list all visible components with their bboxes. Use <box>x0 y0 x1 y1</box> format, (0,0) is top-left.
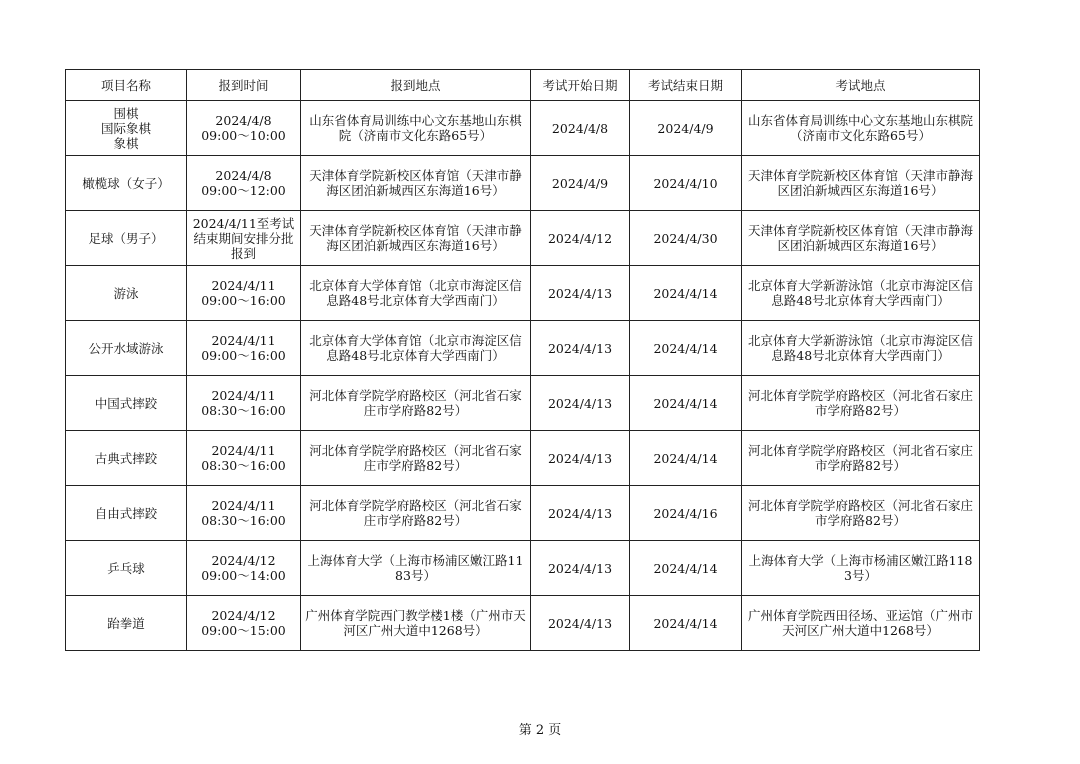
cell-project <box>66 541 187 596</box>
cell-start-date: 2024/4/8 <box>531 101 630 156</box>
cell-report-place: 天津体育学院新校区体育馆（天津市静海区团泊新城西区东海道16号） <box>301 211 531 266</box>
table-row <box>66 156 980 211</box>
cell-report-place: 河北体育学院学府路校区（河北省石家庄市学府路82号） <box>301 431 531 486</box>
header-report-time: 报到时间 <box>187 70 301 101</box>
cell-start-date: 2024/4/13 <box>531 376 630 431</box>
report-time-line: 2024/4/11至考试结束期间安排分批报到 <box>192 215 295 261</box>
cell-report-time <box>187 266 301 321</box>
header-project: 项目名称 <box>66 70 187 101</box>
cell-report-time <box>187 211 301 266</box>
project-line: 古典式摔跤 <box>94 450 158 466</box>
cell-exam-place: 山东省体育局训练中心文东基地山东棋院（济南市文化东路65号） <box>742 101 980 156</box>
cell-start-date: 2024/4/13 <box>531 486 630 541</box>
cell-end-date: 2024/4/14 <box>630 431 742 486</box>
cell-report-time <box>187 541 301 596</box>
project-line: 自由式摔跤 <box>94 505 158 521</box>
cell-exam-place: 河北体育学院学府路校区（河北省石家庄市学府路82号） <box>742 486 980 541</box>
cell-report-time <box>187 376 301 431</box>
header-exam-place: 考试地点 <box>742 70 980 101</box>
cell-report-place: 山东省体育局训练中心文东基地山东棋院（济南市文化东路65号） <box>301 101 531 156</box>
project-line: 中国式摔跤 <box>94 395 158 411</box>
cell-start-date: 2024/4/13 <box>531 541 630 596</box>
report-time-line: 2024/4/11 <box>211 498 276 513</box>
report-time-line: 2024/4/11 <box>211 388 276 403</box>
cell-start-date: 2024/4/13 <box>531 596 630 651</box>
cell-project <box>66 266 187 321</box>
cell-exam-place: 北京体育大学新游泳馆（北京市海淀区信息路48号北京体育大学西南门） <box>742 321 980 376</box>
page-number: 第 2 页 <box>518 723 562 738</box>
cell-report-time <box>187 101 301 156</box>
project-line: 公开水域游泳 <box>88 340 164 356</box>
cell-end-date: 2024/4/10 <box>630 156 742 211</box>
report-time-line: 08:30～16:00 <box>201 458 286 473</box>
project-line: 游泳 <box>113 285 139 301</box>
report-time-line: 2024/4/11 <box>211 443 276 458</box>
cell-project <box>66 596 187 651</box>
report-time-line: 08:30～16:00 <box>201 403 286 418</box>
cell-end-date: 2024/4/9 <box>630 101 742 156</box>
table-row <box>66 211 980 266</box>
report-time-line: 08:30～16:00 <box>201 513 286 528</box>
report-time-line: 09:00～10:00 <box>201 128 286 143</box>
cell-exam-place: 天津体育学院新校区体育馆（天津市静海区团泊新城西区东海道16号） <box>742 156 980 211</box>
cell-project <box>66 486 187 541</box>
report-time-line: 09:00～12:00 <box>201 183 286 198</box>
cell-end-date: 2024/4/14 <box>630 376 742 431</box>
cell-exam-place: 北京体育大学新游泳馆（北京市海淀区信息路48号北京体育大学西南门） <box>742 266 980 321</box>
header-start-date: 考试开始日期 <box>531 70 630 101</box>
report-time-line: 2024/4/11 <box>211 278 276 293</box>
report-time-line: 2024/4/8 <box>215 168 272 183</box>
cell-project <box>66 431 187 486</box>
table-row <box>66 266 980 321</box>
table-row <box>66 376 980 431</box>
cell-report-place: 北京体育大学体育馆（北京市海淀区信息路48号北京体育大学西南门） <box>301 266 531 321</box>
cell-exam-place: 河北体育学院学府路校区（河北省石家庄市学府路82号） <box>742 431 980 486</box>
project-line: 象棋 <box>113 135 139 151</box>
project-line: 足球（男子） <box>88 230 164 246</box>
table-row <box>66 541 980 596</box>
table-row <box>66 431 980 486</box>
cell-project <box>66 321 187 376</box>
report-time-line: 09:00～14:00 <box>201 568 286 583</box>
cell-start-date: 2024/4/12 <box>531 211 630 266</box>
header-report-place: 报到地点 <box>301 70 531 101</box>
project-line: 跆拳道 <box>107 615 145 631</box>
table-header-row <box>66 70 980 101</box>
cell-report-place: 天津体育学院新校区体育馆（天津市静海区团泊新城西区东海道16号） <box>301 156 531 211</box>
cell-report-time <box>187 156 301 211</box>
cell-end-date: 2024/4/16 <box>630 486 742 541</box>
cell-start-date: 2024/4/9 <box>531 156 630 211</box>
cell-end-date: 2024/4/14 <box>630 541 742 596</box>
table-row <box>66 101 980 156</box>
cell-report-place: 河北体育学院学府路校区（河北省石家庄市学府路82号） <box>301 376 531 431</box>
cell-exam-place: 广州体育学院西田径场、亚运馆（广州市天河区广州大道中1268号） <box>742 596 980 651</box>
cell-report-place: 河北体育学院学府路校区（河北省石家庄市学府路82号） <box>301 486 531 541</box>
schedule-sheet <box>65 69 979 651</box>
cell-end-date: 2024/4/30 <box>630 211 742 266</box>
cell-end-date: 2024/4/14 <box>630 596 742 651</box>
cell-report-place: 广州体育学院西门教学楼1楼（广州市天河区广州大道中1268号） <box>301 596 531 651</box>
cell-start-date: 2024/4/13 <box>531 431 630 486</box>
report-time-line: 2024/4/11 <box>211 333 276 348</box>
exam-schedule-table <box>65 69 980 651</box>
cell-project <box>66 101 187 156</box>
cell-start-date: 2024/4/13 <box>531 266 630 321</box>
cell-project <box>66 156 187 211</box>
cell-project <box>66 376 187 431</box>
cell-report-time <box>187 431 301 486</box>
cell-report-time <box>187 486 301 541</box>
report-time-line: 2024/4/8 <box>215 113 272 128</box>
report-time-line: 09:00～16:00 <box>201 348 286 363</box>
header-end-date: 考试结束日期 <box>630 70 742 101</box>
project-line: 橄榄球（女子） <box>82 175 170 191</box>
cell-report-time <box>187 596 301 651</box>
cell-exam-place: 上海体育大学（上海市杨浦区嫩江路1183号） <box>742 541 980 596</box>
cell-exam-place: 河北体育学院学府路校区（河北省石家庄市学府路82号） <box>742 376 980 431</box>
cell-report-place: 北京体育大学体育馆（北京市海淀区信息路48号北京体育大学西南门） <box>301 321 531 376</box>
project-line: 国际象棋 <box>100 120 151 136</box>
cell-report-place: 上海体育大学（上海市杨浦区嫩江路1183号） <box>301 541 531 596</box>
cell-project <box>66 211 187 266</box>
cell-end-date: 2024/4/14 <box>630 321 742 376</box>
table-body <box>66 101 980 651</box>
table-row <box>66 596 980 651</box>
table-row <box>66 321 980 376</box>
cell-exam-place: 天津体育学院新校区体育馆（天津市静海区团泊新城西区东海道16号） <box>742 211 980 266</box>
project-line: 乒乓球 <box>107 560 145 576</box>
cell-start-date: 2024/4/13 <box>531 321 630 376</box>
cell-end-date: 2024/4/14 <box>630 266 742 321</box>
project-line: 围棋 <box>113 105 139 121</box>
report-time-line: 09:00～16:00 <box>201 293 286 308</box>
table-row <box>66 486 980 541</box>
report-time-line: 09:00～15:00 <box>201 623 286 638</box>
cell-report-time <box>187 321 301 376</box>
report-time-line: 2024/4/12 <box>211 553 276 568</box>
report-time-line: 2024/4/12 <box>211 608 276 623</box>
